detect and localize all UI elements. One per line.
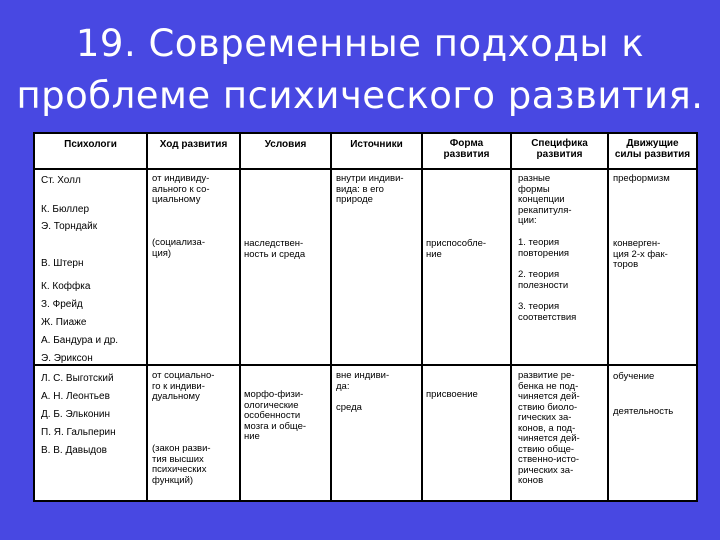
slide-title-line-2: проблеме психического развития.	[16, 74, 704, 117]
specifics-cell: 3. теория соответствия	[518, 301, 577, 323]
development-approaches-table	[33, 132, 698, 502]
driving-forces-cell: деятельность	[613, 406, 674, 417]
sources-cell: вне индиви- да:	[336, 370, 390, 392]
header-conditions: Условия	[264, 139, 307, 150]
column-divider	[146, 132, 148, 502]
conditions-cell: морфо-физи- ологические особенности мозга и обще- ние	[244, 389, 307, 442]
psychologist-name: Э. Торндайк	[41, 221, 98, 232]
driving-forces-cell: конверген- ция 2-х фак- торов	[613, 238, 668, 270]
column-divider	[421, 132, 423, 502]
driving-forces-cell: обучение	[613, 371, 655, 382]
header-driving-forces: Движущие силы развития	[614, 138, 691, 160]
specifics-cell: развитие ре- бенка не под- чиняется дей- ствию биоло- гических за- конов, а под- чиняется дей- ствию обще- ственно-исто- рических за- конов	[518, 370, 580, 486]
sources-cell: среда	[336, 402, 362, 413]
specifics-cell: 2. теория полезности	[518, 269, 569, 291]
table-border-right	[696, 132, 698, 502]
column-divider	[330, 132, 332, 502]
table-border-left	[33, 132, 35, 502]
header-course: Ход развития	[159, 139, 228, 150]
form-cell: присвоение	[426, 389, 478, 400]
psychologist-name: П. Я. Гальперин	[41, 427, 116, 438]
course-cell: (закон разви- тия высших психических функций)	[152, 443, 211, 486]
psychologist-name: В. В. Давыдов	[41, 445, 107, 456]
course-cell: от социально- го к индиви- дуальному	[152, 370, 215, 402]
column-divider	[607, 132, 609, 502]
psychologist-name: Ст. Холл	[41, 175, 81, 186]
sources-cell: внутри индиви- вида: в его природе	[336, 173, 404, 205]
driving-forces-cell: преформизм	[613, 173, 670, 184]
psychologist-name: А. Бандура и др.	[41, 335, 119, 346]
header-sources: Источники	[350, 139, 403, 150]
psychologist-name: К. Бюллер	[41, 204, 90, 215]
specifics-cell: разные формы концепции рекапитуля- ции:	[518, 173, 572, 226]
column-divider	[239, 132, 241, 502]
header-divider	[33, 168, 698, 170]
psychologist-name: Э. Эриксон	[41, 353, 93, 364]
header-specifics: Специфика развития	[531, 138, 588, 160]
header-psychologists: Психологи	[64, 139, 117, 150]
conditions-cell: наследствен- ность и среда	[244, 238, 306, 260]
psychologist-name: З. Фрейд	[41, 299, 83, 310]
psychologist-name: Ж. Пиаже	[41, 317, 87, 328]
group-divider	[33, 364, 698, 366]
course-cell: (социализа- ция)	[152, 237, 205, 259]
slide-title-line-1: 19. Современные подходы к	[75, 22, 645, 65]
specifics-cell: 1. теория повторения	[518, 237, 570, 259]
course-cell: от индивиду- ального к со- циальному	[152, 173, 210, 205]
header-form: Форма развития	[443, 138, 490, 160]
psychologist-name: Л. С. Выготский	[41, 373, 114, 384]
column-divider	[510, 132, 512, 502]
psychologist-name: А. Н. Леонтьев	[41, 391, 110, 402]
psychologist-name: Д. Б. Эльконин	[41, 409, 111, 420]
psychologist-name: В. Штерн	[41, 258, 84, 269]
table-border-top	[33, 132, 698, 134]
form-cell: приспособле- ние	[426, 238, 487, 260]
psychologist-name: К. Коффка	[41, 281, 91, 292]
table-border-bottom	[33, 500, 698, 502]
